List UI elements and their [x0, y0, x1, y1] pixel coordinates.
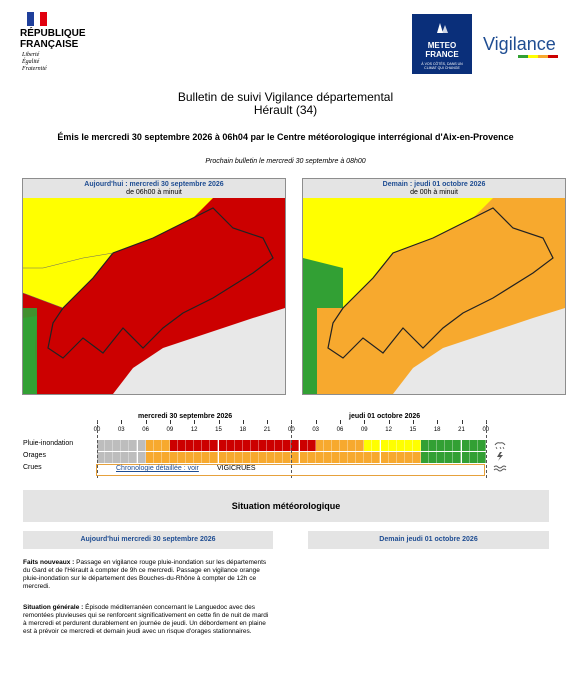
orages-day1-cell — [154, 452, 162, 463]
motto-egalite: Égalité — [22, 59, 40, 65]
orages-day1-cell — [129, 452, 137, 463]
pluie-day1-cell — [251, 440, 259, 451]
timeline-day1-label: mercredi 30 septembre 2026 — [138, 413, 233, 420]
republique-flag-icon — [27, 12, 47, 26]
pluie-day2-cell — [421, 440, 429, 451]
motto-fraternite: Fraternité — [22, 66, 47, 72]
situation-tomorrow-header: Demain jeudi 01 octobre 2026 — [308, 531, 549, 549]
orages-day2-cell — [356, 452, 364, 463]
map-today-title: Aujourd'hui : mercredi 30 septembre 2026 — [84, 181, 224, 188]
pluie-day1-cell — [170, 440, 178, 451]
timeline-tick — [170, 420, 171, 424]
orages-day2-cell — [445, 452, 453, 463]
orages-day2-cell — [478, 452, 486, 463]
pluie-day2-cell — [413, 440, 421, 451]
pluie-day2-cell — [429, 440, 437, 451]
orages-day1-cell — [97, 452, 105, 463]
pluie-day1-cell — [105, 440, 113, 451]
orages-day2-cell — [405, 452, 413, 463]
pluie-day2-cell — [372, 440, 380, 451]
pluie-day1-cell — [210, 440, 218, 451]
emission-line: Émis le mercredi 30 septembre 2026 à 06h04 par le Centre météorologique interrégional d'Aix-en-Provence — [57, 132, 514, 142]
timeline-tick — [267, 420, 268, 424]
pluie-day1-cell — [97, 440, 105, 451]
map-tomorrow-image — [303, 198, 565, 394]
pluie-day1-cell — [243, 440, 251, 451]
orages-day2-cell — [308, 452, 316, 463]
pluie-day2-cell — [462, 440, 470, 451]
meteo-tagline: À VOS CÔTÉS, DANS UN CLIMAT QUI CHANGE — [421, 62, 463, 70]
timeline-day2-label: jeudi 01 octobre 2026 — [349, 413, 421, 420]
orages-day1-cell — [219, 452, 227, 463]
orages-day2-cell — [300, 452, 308, 463]
pluie-day1-cell — [178, 440, 186, 451]
orages-day2-cell — [291, 452, 299, 463]
pluie-day1-cell — [259, 440, 267, 451]
orages-day1-cell — [267, 452, 275, 463]
timeline-tick — [340, 420, 341, 424]
chronologie-link[interactable]: Chronologie détaillée : voir — [116, 465, 199, 472]
orages-day1-cell — [146, 452, 154, 463]
timeline-hour-d1-1: 03 — [117, 427, 125, 433]
pluie-day1-cell — [202, 440, 210, 451]
pluie-day1-cell — [283, 440, 291, 451]
pluie-day2-cell — [364, 440, 372, 451]
orages-day2-cell — [381, 452, 389, 463]
timeline-tick — [219, 420, 220, 424]
timeline-hour-d2-1: 03 — [312, 427, 320, 433]
pluie-day1-cell — [162, 440, 170, 451]
map-tomorrow-title: Demain : jeudi 01 octobre 2026 — [382, 181, 486, 188]
republique-line: RÉPUBLIQUE — [20, 28, 86, 39]
motto-liberte: Liberté — [22, 52, 40, 58]
vigilance-color-bar — [518, 55, 558, 58]
pluie-day2-cell — [324, 440, 332, 451]
orages-day2-cell — [470, 452, 478, 463]
pluie-day1-cell — [121, 440, 129, 451]
faits-nouveaux-text: Passage en vigilance rouge pluie-inondation sur les départements du Gard et de l'Hérault à compter de 9h ce mercredi. Passage en vigilance orange pluie-inondation sur le département des Bouches-du-Rhône à compter de 12h ce mercredi. — [23, 559, 267, 590]
bulletin-title-line1: Bulletin de suivi Vigilance départemental — [177, 90, 394, 104]
timeline-hour-d2-3: 09 — [360, 427, 368, 433]
orages-day1-cell — [235, 452, 243, 463]
orages-day1-cell — [251, 452, 259, 463]
orages-day2-cell — [316, 452, 324, 463]
pluie-day1-cell — [194, 440, 202, 451]
meteo-france-emblem-icon — [434, 22, 450, 34]
storm-icon — [493, 452, 507, 463]
pluie-day2-cell — [291, 440, 299, 451]
pluie-day2-cell — [389, 440, 397, 451]
next-bulletin-line: Prochain bulletin le mercredi 30 septembre à 08h00 — [205, 158, 366, 165]
pluie-day2-cell — [445, 440, 453, 451]
situation-header: Situation météorologique — [23, 490, 549, 522]
pluie-day2-cell — [308, 440, 316, 451]
timeline-hour-d1-7: 21 — [263, 427, 271, 433]
map-today-header — [23, 179, 285, 198]
orages-day1-cell — [121, 452, 129, 463]
map-today — [22, 178, 286, 395]
orages-day1-cell — [202, 452, 210, 463]
orages-day1-cell — [105, 452, 113, 463]
pluie-day1-cell — [219, 440, 227, 451]
row-label-orages: Orages — [23, 452, 46, 459]
timeline-tick — [121, 420, 122, 424]
timeline-tick — [243, 420, 244, 424]
pluie-day2-cell — [316, 440, 324, 451]
orages-day1-cell — [243, 452, 251, 463]
timeline-tick — [364, 420, 365, 424]
timeline-tick — [389, 420, 390, 424]
orages-day2-cell — [429, 452, 437, 463]
orages-day1-cell — [178, 452, 186, 463]
timeline-hour-d1-2: 06 — [142, 427, 149, 433]
bulletin-title — [0, 91, 571, 117]
orages-day1-cell — [186, 452, 194, 463]
pluie-day1-cell — [267, 440, 275, 451]
orages-day2-cell — [421, 452, 429, 463]
pluie-day2-cell — [300, 440, 308, 451]
timeline-tick — [437, 420, 438, 424]
pluie-day1-cell — [186, 440, 194, 451]
orages-day2-cell — [332, 452, 340, 463]
timeline-hour-d2-2: 06 — [336, 427, 344, 433]
vigicrues-link[interactable]: VIGICRUES — [217, 465, 256, 472]
situation-generale-label: Situation générale : — [23, 604, 84, 611]
map-today-image — [23, 198, 285, 394]
timeline-day-separator — [486, 420, 487, 478]
orages-day2-cell — [364, 452, 372, 463]
pluie-day1-cell — [146, 440, 154, 451]
pluie-day1-cell — [235, 440, 243, 451]
france-word: FRANCE — [425, 50, 459, 59]
orages-day1-cell — [259, 452, 267, 463]
orages-day1-cell — [227, 452, 235, 463]
pluie-day2-cell — [332, 440, 340, 451]
pluie-day1-cell — [227, 440, 235, 451]
orages-day1-cell — [138, 452, 146, 463]
orages-day2-cell — [372, 452, 380, 463]
orages-day1-cell — [170, 452, 178, 463]
pluie-day1-cell — [129, 440, 137, 451]
timeline-tick — [194, 420, 195, 424]
republique-francaise-title — [20, 28, 86, 50]
pluie-day1-cell — [275, 440, 283, 451]
timeline-hour-d2-5: 15 — [409, 427, 417, 433]
pluie-day2-cell — [381, 440, 389, 451]
pluie-day2-cell — [397, 440, 405, 451]
flood-icon — [493, 464, 507, 475]
timeline-hour-d2-6: 18 — [433, 427, 441, 433]
row-label-crues: Crues — [23, 464, 42, 471]
timeline-tick — [462, 420, 463, 424]
faits-nouveaux-paragraph — [23, 559, 273, 591]
timeline-hour-d1-0: 00 — [93, 427, 101, 433]
pluie-day1-cell — [113, 440, 121, 451]
timeline-hour-d1-5: 15 — [215, 427, 222, 433]
pluie-day2-cell — [437, 440, 445, 451]
francaise-line: FRANÇAISE — [20, 39, 79, 50]
map-tomorrow-period: de 00h à minuit — [410, 189, 458, 196]
timeline-tick — [413, 420, 414, 424]
pluie-day1-cell — [138, 440, 146, 451]
rain-flood-icon — [493, 440, 507, 451]
orages-day1-cell — [194, 452, 202, 463]
pluie-day2-cell — [340, 440, 348, 451]
situation-today-header: Aujourd'hui mercredi 30 septembre 2026 — [23, 531, 273, 549]
orages-day2-cell — [340, 452, 348, 463]
orages-day2-cell — [348, 452, 356, 463]
republique-motto — [22, 52, 47, 73]
orages-day2-cell — [389, 452, 397, 463]
vigilance-logo[interactable]: Vigilance — [483, 34, 556, 54]
orages-day2-cell — [397, 452, 405, 463]
pluie-day1-cell — [154, 440, 162, 451]
pluie-day2-cell — [470, 440, 478, 451]
pluie-day2-cell — [348, 440, 356, 451]
orages-day2-cell — [324, 452, 332, 463]
orages-day2-cell — [437, 452, 445, 463]
orages-day1-cell — [210, 452, 218, 463]
orages-day1-cell — [113, 452, 121, 463]
timeline-hour-d1-4: 12 — [190, 427, 198, 433]
pluie-day2-cell — [356, 440, 364, 451]
timeline-hour-d2-8: 00 — [482, 427, 490, 433]
orages-day2-cell — [413, 452, 421, 463]
orages-day1-cell — [275, 452, 283, 463]
map-tomorrow — [302, 178, 566, 395]
map-tomorrow-header — [303, 179, 565, 198]
map-today-period: de 06h00 à minuit — [126, 189, 182, 196]
row-label-pluie: Pluie-inondation — [23, 440, 74, 447]
pluie-day2-cell — [405, 440, 413, 451]
faits-nouveaux-label: Faits nouveaux : — [23, 559, 75, 566]
orages-day1-cell — [283, 452, 291, 463]
pluie-day2-cell — [453, 440, 461, 451]
situation-generale-text: Épisode méditerranéen concernant le Languedoc avec des remontées pluvieuses qui se renforcent significativement en cette fin de nuit de mardi à mercredi et perdurent durablement en journée de jeudi. Un débordement en plaine est à prévoir ce mercredi et demain jeudi avec un risque d'orages stationnaires. — [23, 604, 269, 635]
timeline-hour-d1-6: 18 — [239, 427, 247, 433]
timeline-hour-d2-4: 12 — [385, 427, 392, 433]
orages-day2-cell — [453, 452, 461, 463]
orages-day2-cell — [462, 452, 470, 463]
timeline-hour-d2-7: 21 — [458, 427, 465, 433]
orages-day1-cell — [162, 452, 170, 463]
timeline-hour-d2-0: 00 — [288, 427, 295, 433]
meteo-word: METEO — [427, 41, 457, 50]
pluie-day2-cell — [478, 440, 486, 451]
meteo-france-logo[interactable] — [412, 14, 472, 74]
situation-generale-paragraph — [23, 604, 273, 636]
bulletin-title-line2: Hérault (34) — [253, 103, 318, 117]
timeline-tick — [146, 420, 147, 424]
timeline-tick — [316, 420, 317, 424]
timeline-hour-d1-3: 09 — [166, 427, 174, 433]
